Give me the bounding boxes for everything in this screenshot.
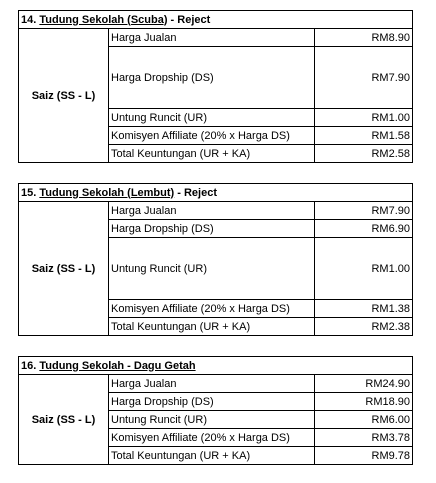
table-header xyxy=(19,184,413,202)
row-label: Total Keuntungan (UR + KA) xyxy=(109,318,315,336)
row-value: RM8.90 xyxy=(315,29,413,47)
row-label: Untung Runcit (UR) xyxy=(109,109,315,127)
row-label: Harga Dropship (DS) xyxy=(109,47,315,109)
row-label: Komisyen Affiliate (20% x Harga DS) xyxy=(109,300,315,318)
row-label: Total Keuntungan (UR + KA) xyxy=(109,447,315,465)
product-name: Tudung Sekolah (Scuba) xyxy=(39,13,168,26)
row-value: RM3.78 xyxy=(315,429,413,447)
row-value: RM24.90 xyxy=(315,375,413,393)
section-number: 15. xyxy=(21,186,37,199)
product-table-15 xyxy=(18,183,413,336)
size-label: Saiz (SS - L) xyxy=(19,375,109,465)
row-label: Total Keuntungan (UR + KA) xyxy=(109,145,315,163)
row-value: RM7.90 xyxy=(315,202,413,220)
row-label: Harga Dropship (DS) xyxy=(109,220,315,238)
row-label: Harga Jualan xyxy=(109,29,315,47)
row-value: RM1.58 xyxy=(315,127,413,145)
table-header xyxy=(19,357,413,375)
table-row xyxy=(19,202,413,220)
row-value: RM2.38 xyxy=(315,318,413,336)
row-label: Untung Runcit (UR) xyxy=(109,238,315,300)
table-row xyxy=(19,29,413,47)
section-title xyxy=(19,357,413,375)
row-label: Harga Jualan xyxy=(109,375,315,393)
product-table-16 xyxy=(18,356,413,465)
row-label: Harga Jualan xyxy=(109,202,315,220)
row-label: Harga Dropship (DS) xyxy=(109,393,315,411)
section-title xyxy=(19,184,413,202)
row-value: RM6.90 xyxy=(315,220,413,238)
product-name: Tudung Sekolah (Lembut) xyxy=(39,186,175,199)
row-label: Komisyen Affiliate (20% x Harga DS) xyxy=(109,127,315,145)
section-number: 16. xyxy=(21,359,37,372)
size-label: Saiz (SS - L) xyxy=(19,202,109,336)
product-name: Tudung Sekolah - Dagu Getah xyxy=(39,359,196,372)
row-value: RM6.00 xyxy=(315,411,413,429)
size-label: Saiz (SS - L) xyxy=(19,29,109,163)
title-suffix: - Reject xyxy=(167,13,211,26)
table-header xyxy=(19,11,413,29)
section-title xyxy=(19,11,413,29)
row-value: RM7.90 xyxy=(315,47,413,109)
row-value: RM9.78 xyxy=(315,447,413,465)
product-table-14 xyxy=(18,10,413,163)
row-label: Untung Runcit (UR) xyxy=(109,411,315,429)
row-value: RM2.58 xyxy=(315,145,413,163)
row-label: Komisyen Affiliate (20% x Harga DS) xyxy=(109,429,315,447)
row-value: RM1.38 xyxy=(315,300,413,318)
table-row xyxy=(19,375,413,393)
row-value: RM18.90 xyxy=(315,393,413,411)
row-value: RM1.00 xyxy=(315,238,413,300)
section-number: 14. xyxy=(21,13,37,26)
row-value: RM1.00 xyxy=(315,109,413,127)
title-suffix: - Reject xyxy=(174,186,217,199)
